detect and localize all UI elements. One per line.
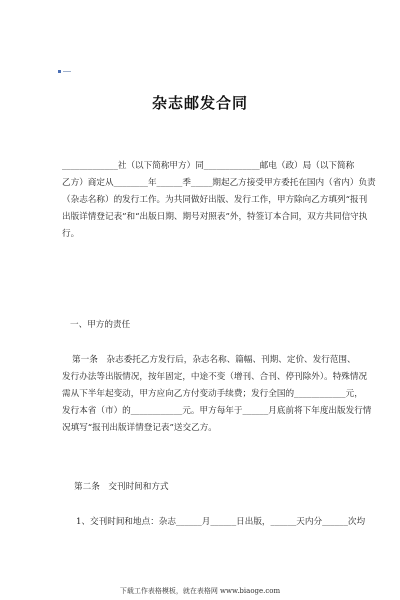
document-title: 杂志邮发合同	[151, 94, 248, 112]
article-1	[62, 352, 372, 437]
article-2	[76, 514, 366, 531]
section-heading: 一、甲方的责任	[70, 320, 131, 330]
intro-line: _____________社（以下简称甲方）同_____________邮电（政）局（以下简称	[62, 161, 355, 171]
article-1-line: 况填写“报刊出版详情登记表”送交乙方。	[62, 423, 217, 433]
article-1-line: 需从下半年起变动，甲方应向乙方付变动手续费；发行全国的____________元，	[62, 389, 363, 399]
mark-line	[63, 71, 71, 72]
intro-paragraph	[62, 158, 376, 243]
page-footer: 下载工作表格模板，就在表格网 www.biaoge.com	[119, 587, 281, 595]
intro-line: 出版详情登记表”和“出版日期、期号对照表”外，特签订本合同，双方共同信守执	[62, 212, 368, 222]
header-mark	[58, 70, 71, 73]
intro-line: 行。	[62, 229, 80, 239]
article-1-line: 发行办法等出版情况，按年固定，中途不变（增刊、合刊、停刊除外）。特殊情况	[62, 372, 368, 382]
article-1-line: 发行本省（市）的____________元。甲方每年于______月底前将下年度出版发行情	[62, 406, 372, 416]
mark-square-icon	[58, 70, 61, 73]
intro-line: 乙方）商定从________年______季_____期起乙方接受甲方委托在国内（省内）负责	[62, 178, 376, 188]
intro-line: （杂志名称）的发行工作。为共同做好出版、发行工作，甲方除向乙方填列“报刊	[62, 195, 368, 205]
article-2-line: 1、交刊时间和地点：杂志______月______日出版，______天内分______次均	[76, 517, 366, 527]
article-1-line: 第一条 杂志委托乙方发行后，杂志名称、篇幅、刊期、定价、发行范围、	[72, 355, 356, 365]
article-2-heading: 第二条 交刊时间和方式	[74, 482, 169, 492]
